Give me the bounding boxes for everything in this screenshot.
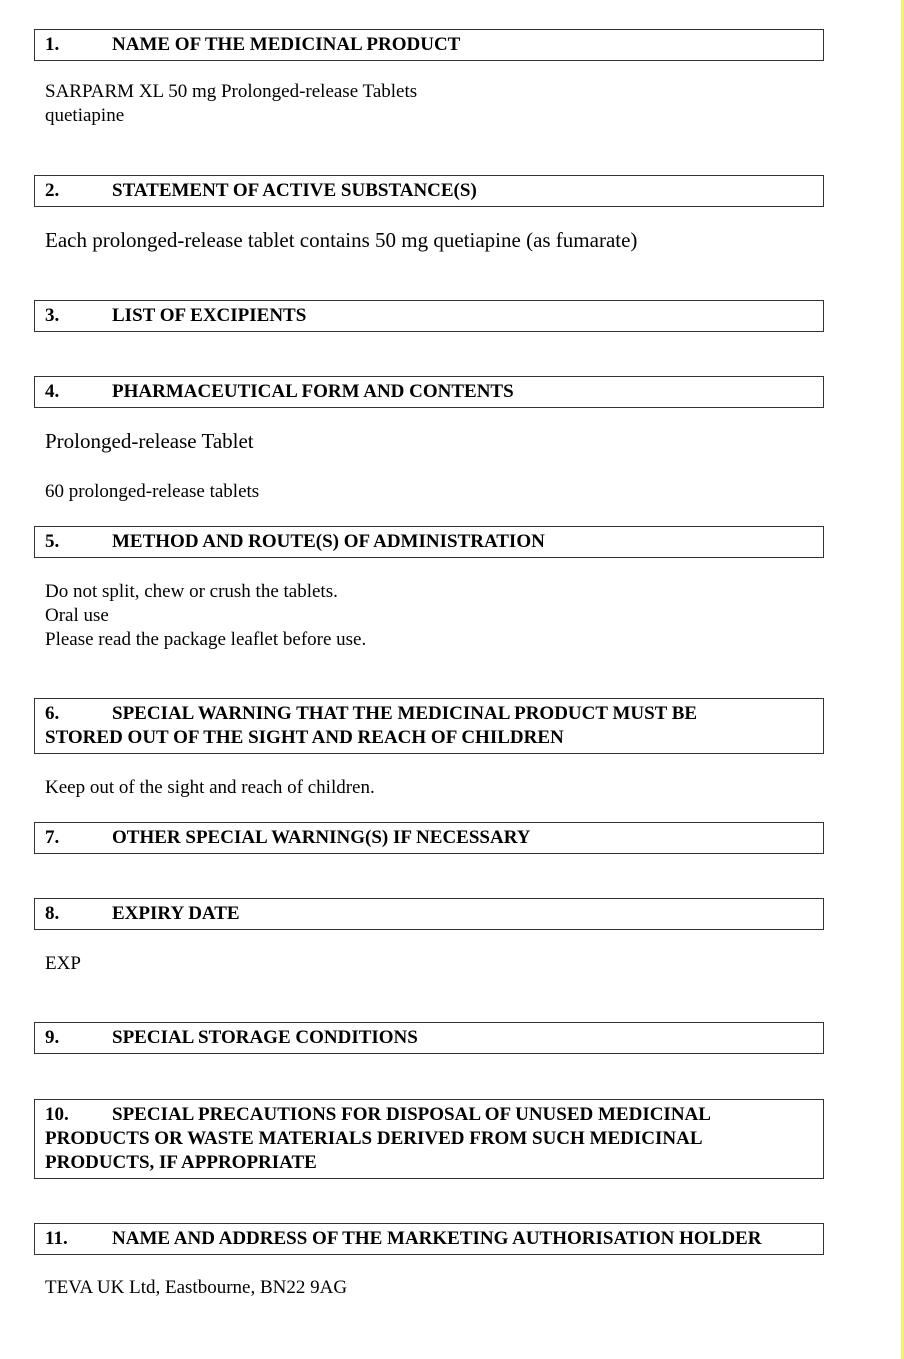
section-number: 9. — [45, 1027, 60, 1048]
section-title: OTHER SPECIAL WARNING(S) IF NECESSARY — [112, 827, 531, 848]
active-statement: Each prolonged-release tablet contains 50 mg quetiapine (as fumarate) — [45, 228, 638, 252]
active-name: quetiapine — [45, 105, 125, 126]
section-title: SPECIAL STORAGE CONDITIONS — [112, 1027, 418, 1048]
section-2-header — [34, 175, 824, 207]
section-title-line-3: PRODUCTS, IF APPROPRIATE — [45, 1152, 317, 1173]
section-title: NAME AND ADDRESS OF THE MARKETING AUTHORISATION HOLDER — [112, 1228, 762, 1249]
section-number: 6. — [45, 703, 60, 724]
section-title: PHARMACEUTICAL FORM AND CONTENTS — [112, 381, 514, 402]
section-title: LIST OF EXCIPIENTS — [112, 305, 307, 326]
section-4-header — [34, 376, 824, 408]
section-title-line-1: SPECIAL PRECAUTIONS FOR DISPOSAL OF UNUSED MEDICINAL — [112, 1104, 711, 1125]
section-number: 4. — [45, 381, 60, 402]
section-title: NAME OF THE MEDICINAL PRODUCT — [112, 34, 461, 55]
marketing-holder: TEVA UK Ltd, Eastbourne, BN22 9AG — [45, 1277, 348, 1298]
section-number: 7. — [45, 827, 60, 848]
section-number: 8. — [45, 903, 60, 924]
section-6-header — [34, 698, 824, 754]
section-10-header — [34, 1099, 824, 1179]
section-number: 10. — [45, 1104, 69, 1125]
admin-line-3: Please read the package leaflet before use. — [45, 629, 367, 650]
section-9-header — [34, 1022, 824, 1054]
product-name: SARPARM XL 50 mg Prolonged-release Tablets — [45, 81, 418, 102]
expiry-label: EXP — [45, 953, 81, 974]
section-number: 11. — [45, 1228, 68, 1249]
admin-line-1: Do not split, chew or crush the tablets. — [45, 581, 338, 602]
pharmaceutical-form: Prolonged-release Tablet — [45, 429, 254, 453]
section-1-header — [34, 29, 824, 61]
section-7-header — [34, 822, 824, 854]
children-warning: Keep out of the sight and reach of children. — [45, 777, 375, 798]
admin-line-2: Oral use — [45, 605, 109, 626]
pack-contents: 60 prolonged-release tablets — [45, 481, 260, 502]
section-title: EXPIRY DATE — [112, 903, 240, 924]
section-5-header — [34, 526, 824, 558]
section-3-header — [34, 300, 824, 332]
section-11-header — [34, 1223, 824, 1255]
section-title-line-2: STORED OUT OF THE SIGHT AND REACH OF CHILDREN — [45, 727, 564, 748]
section-number: 1. — [45, 34, 60, 55]
section-number: 3. — [45, 305, 60, 326]
section-title-line-1: SPECIAL WARNING THAT THE MEDICINAL PRODUCT MUST BE — [112, 703, 698, 724]
section-8-header — [34, 898, 824, 930]
section-title: STATEMENT OF ACTIVE SUBSTANCE(S) — [112, 180, 477, 201]
section-number: 2. — [45, 180, 60, 201]
section-title: METHOD AND ROUTE(S) OF ADMINISTRATION — [112, 531, 545, 552]
section-title-line-2: PRODUCTS OR WASTE MATERIALS DERIVED FROM SUCH MEDICINAL — [45, 1128, 703, 1149]
section-number: 5. — [45, 531, 60, 552]
